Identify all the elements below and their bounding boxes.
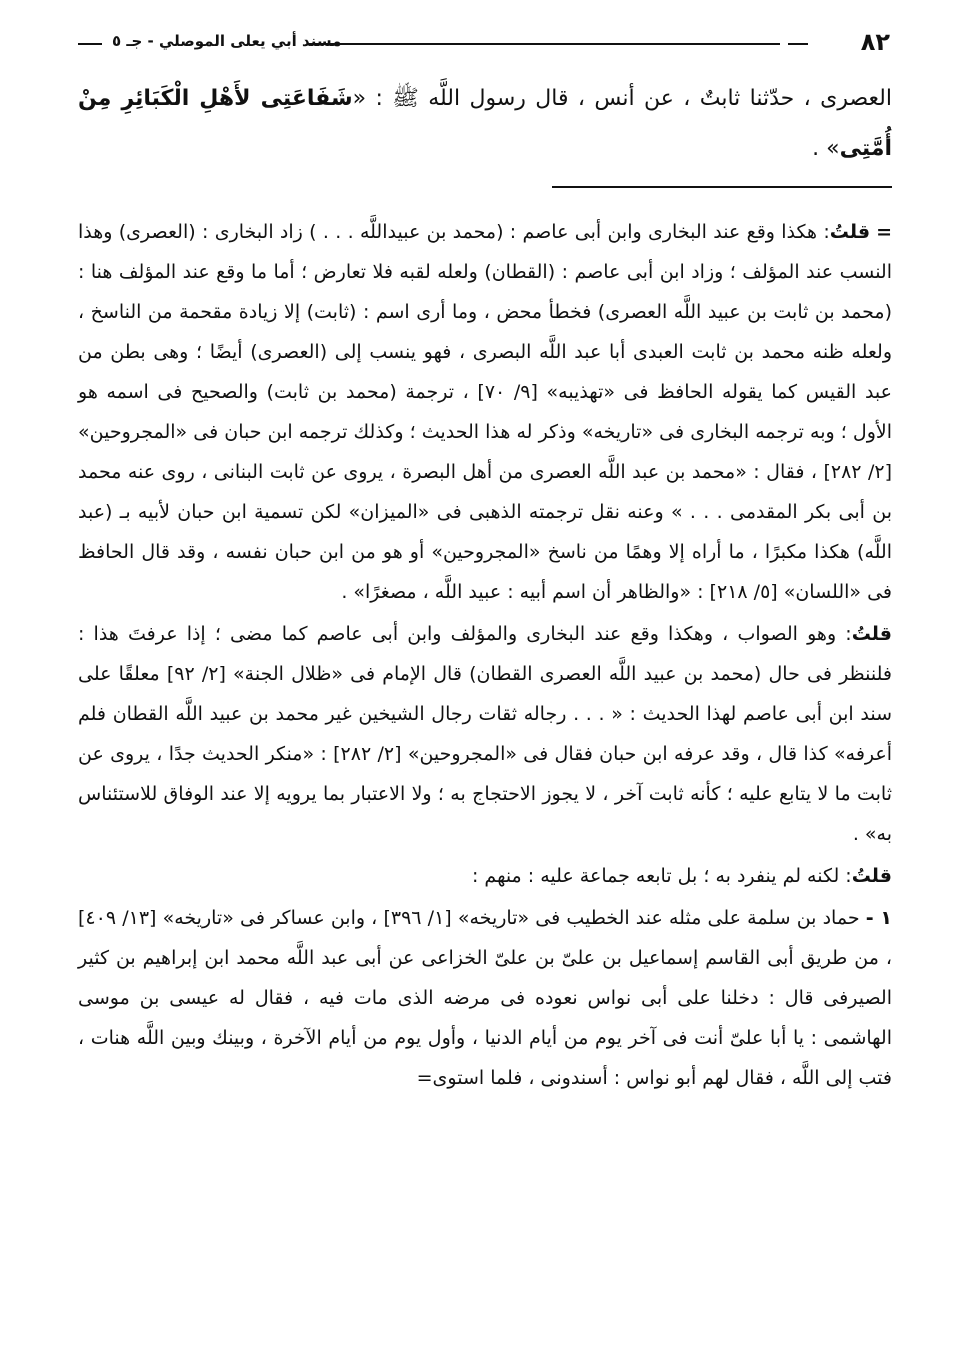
qultu-label: قلتُ [829,221,871,243]
page-number: ٨٢ [860,28,890,56]
hadith-matn-end: أُمَّتِى [839,136,892,161]
header-rule [308,43,780,45]
running-header [78,28,890,60]
hadith-isnad: العصرى ، حدّثنا ثابتٌ ، عن أنس ، قال رسول اللَّه ﷺ : « [352,86,892,111]
footnote-text: حماد بن سلمة على مثله عند الخطيب فى «تاريخه» [١/ ٣٩٦] ، وابن عساكر فى «تاريخه» [١٣/ ٤٠٩] ، من طريق أبى القاسم إسماعيل بن علىّ بن علىّ الخزاعى عن أبى عبد اللَّه محمد ابن إبراهيم بن كثير الصيرفى قال : دخلنا على أبى نواس نعوده فى مرضه الذى مات فيه ، فقال له عيسى بن موسى الهاشمى : يا أبا علىّ أنت فى آخر يوم من أيام الدنيا ، وأول يوم من أيام الآخرة ، وبينك وبين اللَّه هنات ، فتب إلى اللَّه ، فقال لهم أبو نواس : أسندونى ، فلما استوى= [78,907,892,1089]
qultu-label: قلتُ [851,623,892,645]
hadith-matn: شَفَاعَتِى لأَهْلِ الْكَبَائِرِ مِنْ [78,86,353,111]
footnote-paragraph-1 [78,212,892,612]
footnotes [78,212,892,1100]
footnote-paragraph-3 [78,856,892,896]
list-number: ١ - [865,907,892,929]
footnote-paragraph-4 [78,898,892,1098]
hadith-text [78,74,892,174]
footnote-separator [552,186,892,188]
footnote-paragraph-2 [78,614,892,854]
header-dash-right [788,43,808,45]
footnote-text: : لكنه لم ينفرد به ؛ بل تابعه جماعة عليه : منهم : [471,865,852,887]
continuation-marker: = [876,221,892,243]
footnote-text: : هكذا وقع عند البخارى وابن أبى عاصم : (محمد بن عبيداللَّه . . . ) زاد البخارى : (العصرى) وهذا النسب عند المؤلف ؛ وزاد ابن أبى عاصم : (القطان) ولعله لقبه فلا تعارض ؛ أما ما وقع عند المؤلف هنا : (محمد بن ثابت بن عبيد اللَّه العصرى) فخطأ محض ، وما أرى اسم : (ثابت) إلا زيادة مقحمة من الناسخ ، ولعله ظنه محمد بن ثابت العبدى أبا عبد اللَّه البصرى ، فهو ينسب إلى (العصرى) أيضًا ؛ وهى بطن من عبد القيس كما يقوله الحافظ فى «تهذيبه» [٩/ ٧٠] ، ترجمة (محمد بن ثابت) والصحيح فى اسمه هو الأول ؛ وبه ترجمه البخارى فى «تاريخه» وذكر له هذا الحديث ؛ وكذلك ترجمه ابن حبان فى «المجروحين» [٢/ ٢٨٢] ، فقال : «محمد بن عبد اللَّه العصرى من أهل البصرة ، يروى عن ثابت البنانى ، روى عنه محمد بن أبى بكر المقدمى . . . » وعنه نقل ترجمته الذهبى فى «الميزان» لكن تسمية ابن حبان لأبيه بـ (عبد اللَّه) هكذا مكبرًا ، ما أراه إلا وهمًا من ناسخ «المجروحين» أو هو من ابن حبان نفسه ، وقد قال الحافظ فى «اللسان» [٥/ ٢١٨] : «والظاهر أن اسم أبيه : عبيد اللَّه ، مصغرًا» . [78,221,892,603]
hadith-close: » . [812,136,840,161]
qultu-label: قلتُ [851,865,892,887]
header-dash-left [78,43,102,45]
footnote-text: : وهو الصواب ، وهكذا وقع عند البخارى والمؤلف وابن أبى عاصم كما مضى ؛ إذا عرفتَ هذا : فلننظر فى حال (محمد بن عبيد اللَّه العصرى القطان) قال الإمام فى «ظلال الجنة» [٢/ ٩٢] معلقًا على سند ابن أبى عاصم لهذا الحديث : « . . . رجاله ثقات رجال الشيخين غير محمد بن عبيد اللَّه القطان فلم أعرفه» كذا قال ، وقد عرفه ابن حبان فقال فى «المجروحين» [٢/ ٢٨٢] : «منكر الحديث جدًا ، يروى عن ثابت ما لا يتابع عليه ؛ كأنه ثابت آخر ، لا يجوز الاحتجاج به ؛ ولا الاعتبار بما يرويه إلا عند الوفاق للاستئناس به» . [78,623,892,845]
running-title: مسند أبي يعلى الموصلي - جـ ٥ [112,32,342,50]
